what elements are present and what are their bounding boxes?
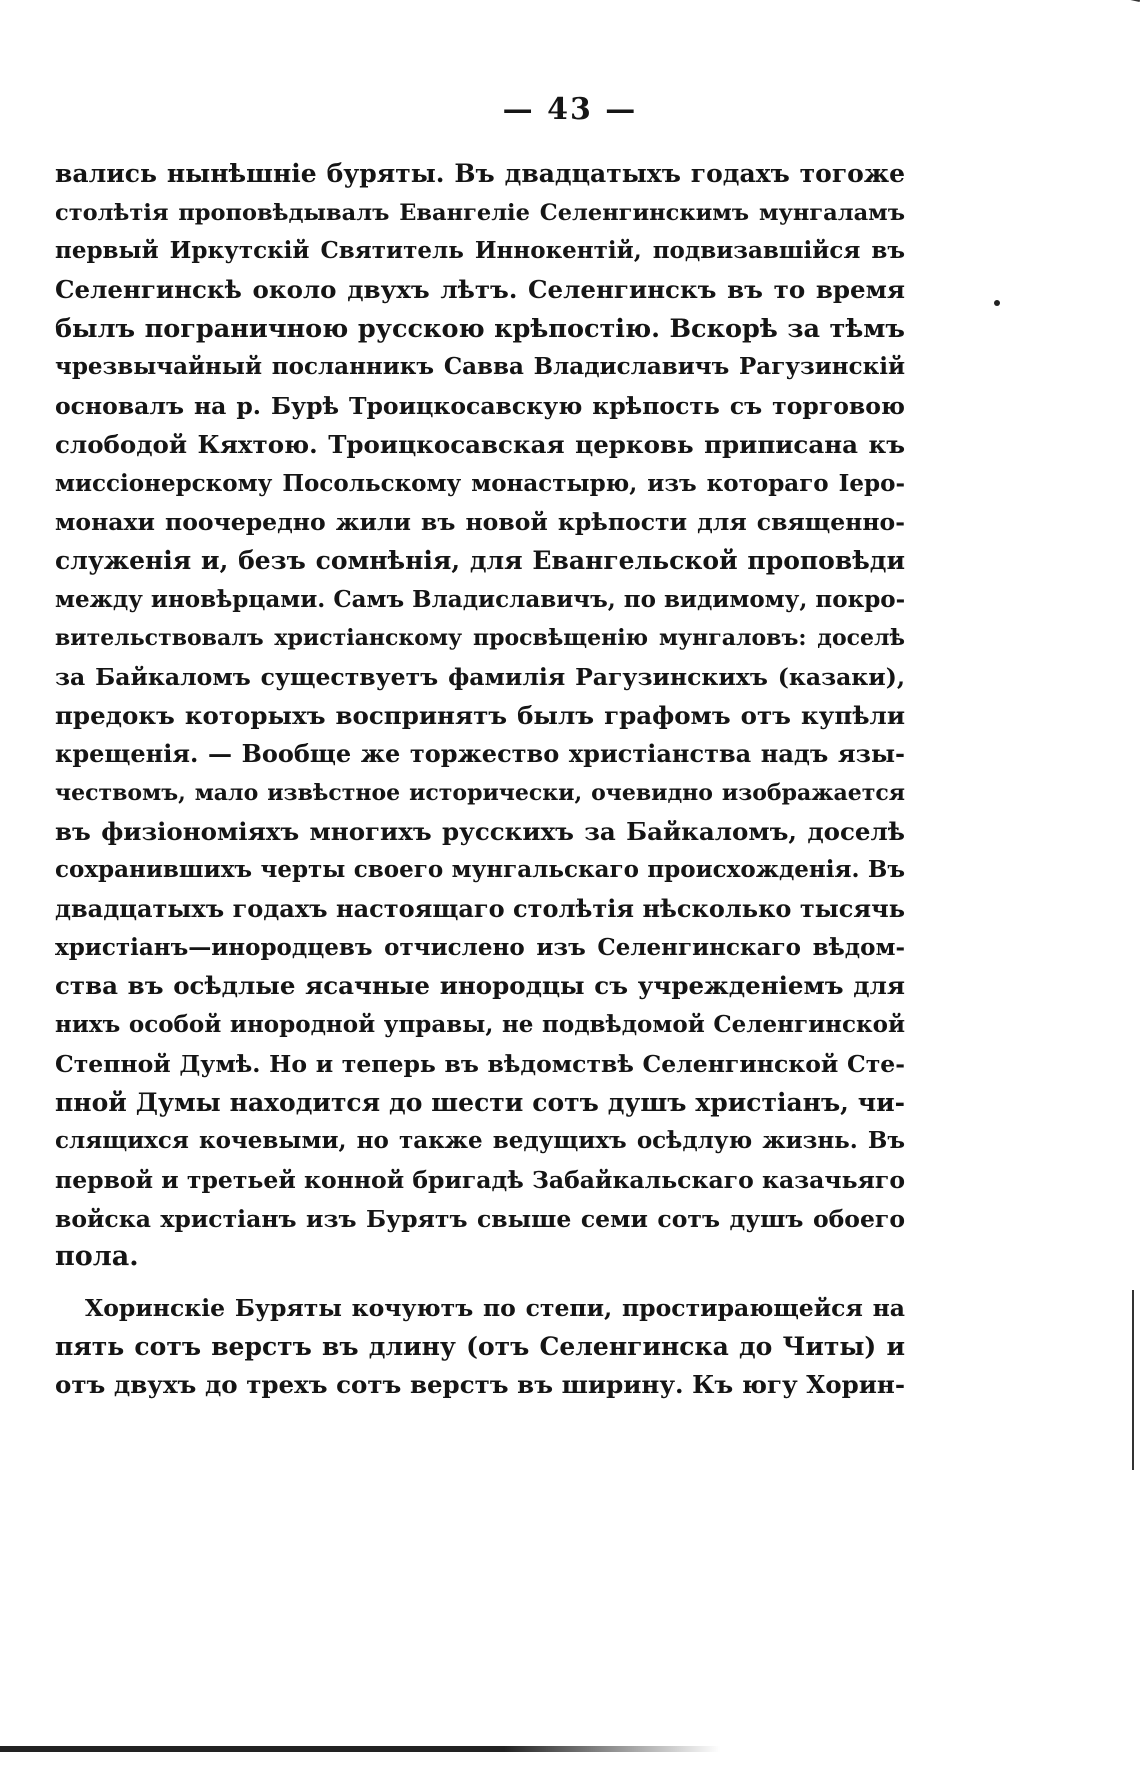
scan-edge-mark [0,1746,720,1752]
text-line: войска христіанъ изъ Бурятъ свыше семи сотъ душъ обоего [55,1204,905,1233]
text-line: чествомъ, мало извѣстное исторически, очевидно изображается [55,780,905,806]
text-line: между иновѣрцами. Самъ Владиславичъ, по видимому, покро- [55,585,906,613]
text-line: служенія и, безъ сомнѣнія, для Евангельской проповѣди [55,545,905,575]
text-line: слободой Кяхтою. Троицкосавская церковь приписана къ [55,429,905,459]
scan-edge-mark [1132,1290,1134,1470]
text-line: первый Иркутскій Святитель Иннокентій, подвизавшійся въ [55,237,905,265]
text-line: столѣтія проповѣдывалъ Евангеліе Селенгинскимъ мунгаламъ [55,199,905,226]
text-line: миссіонерскому Посольскому монастырю, изъ котораго Іеро- [55,469,905,497]
text-line: двадцатыхъ годахъ настоящаго столѣтія нѣсколько тысячь [55,894,905,924]
text-line: пять сотъ верстъ въ длину (отъ Селенгинска до Читы) и [55,1331,905,1361]
text-line: монахи поочередно жили въ новой крѣпости для священно- [55,508,905,537]
text-line: ства въ осѣдлые ясачные инородцы съ учрежденіемъ для [55,971,905,1001]
scan-edge-mark [1061,0,1140,2]
text-line: вались нынѣшніе буряты. Въ двадцатыхъ годахъ тогоже [55,159,905,188]
text-line: основалъ на р. Бурѣ Троицкосавскую крѣпость съ торговою [55,392,905,421]
text-line: отъ двухъ до трехъ сотъ верстъ въ ширину. Къ югу Хорин- [55,1370,905,1400]
body-text [55,155,905,1405]
text-line: первой и третьей конной бригадѣ Забайкальскаго казачьяго [55,1165,905,1194]
text-line: за Байкаломъ существуетъ фамилія Рагузинскихъ (казаки), [55,662,905,691]
text-line: христіанъ—инородцевъ отчислено изъ Селенгинскаго вѣдом- [55,933,905,961]
text-line: Селенгинскѣ около двухъ лѣтъ. Селенгинскъ въ то время [55,275,905,305]
text-line: былъ пограничною русскою крѣпостію. Вскорѣ за тѣмъ [55,313,905,344]
text-line: пной Думы находится до шести сотъ душъ христіанъ, чи- [55,1087,905,1117]
paragraph [55,1289,905,1405]
text-line: Степной Думѣ. Но и теперь въ вѣдомствѣ Селенгинской Сте- [55,1049,905,1078]
scan-speck [994,300,1000,306]
text-line: крещенія. — Вообще же торжество христіанства надъ язы- [55,739,905,769]
text-line: пола. [55,1241,139,1273]
text-line: вительствовалъ христіанскому просвѣщенію мунгаловъ: доселѣ [55,625,905,652]
page-number: — 43 — [502,92,638,127]
text-line: слящихся кочевыми, но также ведущихъ осѣдлую жизнь. Въ [55,1127,905,1155]
text-line: Хоринскіе Буряты кочуютъ по степи, простирающейся на [85,1293,905,1322]
paragraph-gap [55,1277,905,1289]
text-line: предокъ которыхъ воспринятъ былъ графомъ отъ купѣли [55,700,905,730]
text-line: сохранившихъ черты своего мунгальскаго происхожденія. Въ [55,856,905,884]
text-line: нихъ особой инородной управы, не подвѣдомой Селенгинской [55,1011,905,1039]
text-line: чрезвычайный посланникъ Савва Владиславичъ Рагузинскій [55,353,905,381]
paragraph [55,155,905,1277]
text-line: въ физіономіяхъ многихъ русскихъ за Байкаломъ, доселѣ [55,816,905,846]
